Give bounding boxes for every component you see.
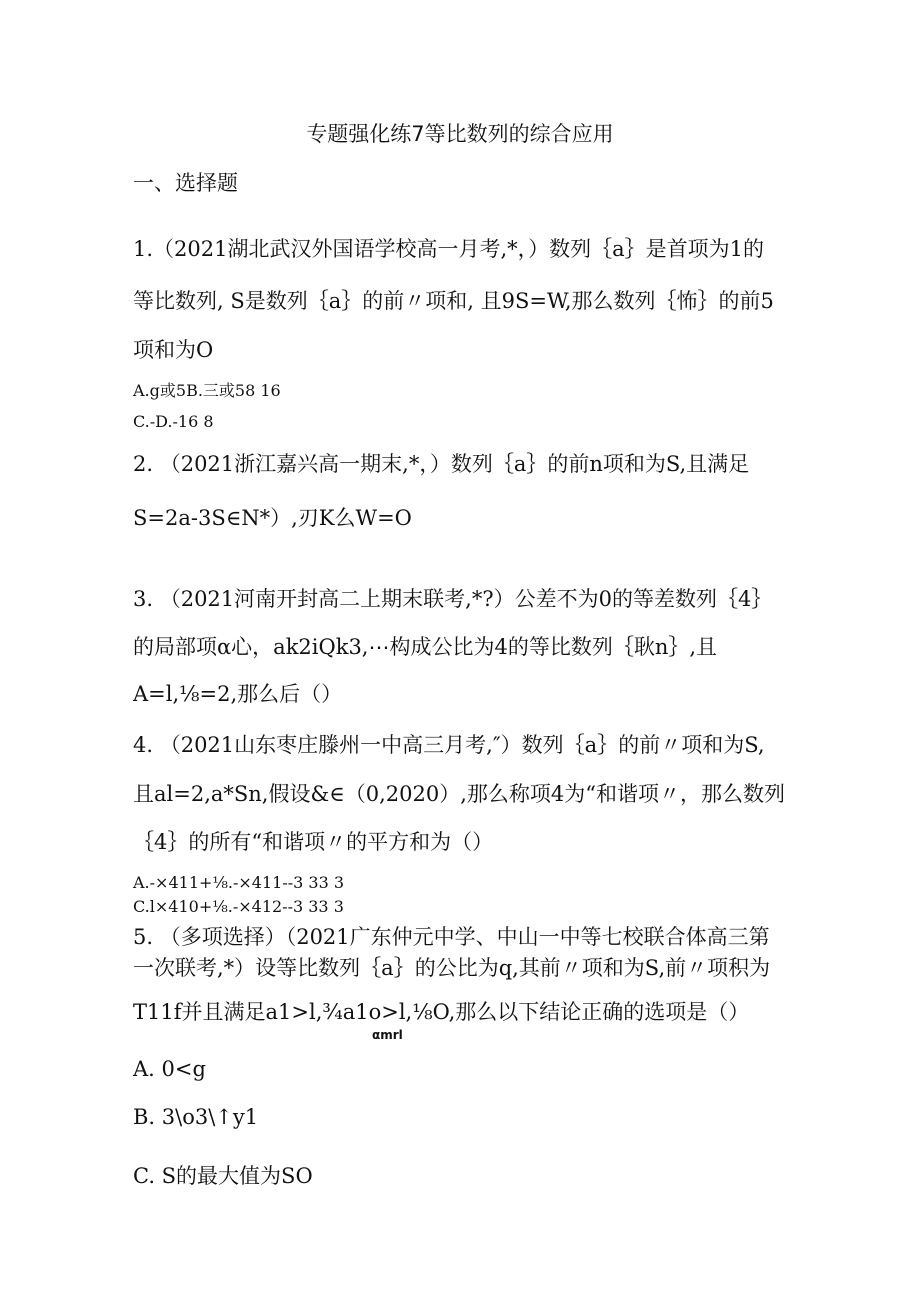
q1-line-2: 等比数列, S是数列｛a｝的前〃项和, 且9S=W,那么数列｛怖｝的前5: [133, 289, 774, 313]
q3-line-2: 的局部项α心，ak2iQk3,⋯构成公比为4的等比数列｛耿n｝,且: [133, 635, 718, 659]
q2-line-1: 2. （2021浙江嘉兴高一期末,*，）数列｛a｝的前n项和为S,且满足: [133, 452, 750, 476]
q4-options-ab: A.-×411+⅛.-×411--3 33 3: [133, 873, 345, 892]
q1-options-ab: A.g或5B.三或58 16: [133, 381, 281, 400]
q5-line-2: 一次联考,*）设等比数列｛a｝的公比为q,其前〃项和为S,前〃项积为: [133, 956, 771, 980]
q3-line-1: 3. （2021河南开封高二上期末联考,*?）公差不为0的等差数列｛4｝: [133, 587, 773, 611]
q1-options-cd: C.-D.-16 8: [133, 412, 214, 431]
q4-options-cd: C.l×410+⅛.-×412--3 33 3: [133, 897, 344, 916]
q4-line-3: ｛4｝的所有“和谐项〃的平方和为（）: [133, 830, 494, 854]
q5-line-1: 5. （多项选择）（2021广东仲元中学、中山一中等七校联合体高三第: [133, 925, 770, 949]
q4-line-2: 且al=2,a*Sn,假设&∈（0,2020）,那么称项4为“和谐项〃，那么数列: [133, 782, 785, 806]
q5-option-c: C. S的最大值为SO: [133, 1164, 313, 1188]
q4-line-1: 4. （2021山东枣庄滕州一中高三月考,″）数列｛a｝的前〃项和为S,: [133, 733, 765, 757]
q5-option-b: B. 3\o3\↑y1: [133, 1105, 259, 1129]
page-title: 专题强化练7等比数列的综合应用: [306, 122, 614, 146]
q2-line-2: S=2a-3S∈N*）,刃K么W=O: [133, 506, 412, 530]
q5-subscript: αmrl: [372, 1028, 403, 1042]
q1-line-3: 项和为O: [133, 338, 214, 362]
q5-option-a: A. 0<g: [133, 1057, 206, 1081]
q1-line-1: 1.（2021湖北武汉外国语学校高一月考,*，）数列｛a｝是首项为1的: [133, 237, 765, 261]
section-heading: 一、选择题: [133, 171, 238, 195]
q5-line-3: T11f并且满足a1>l,¾a1o>l,⅛O,那么以下结论正确的选项是（）: [133, 1000, 750, 1024]
q3-line-3: A=l,⅛=2,那么后（）: [133, 682, 343, 706]
